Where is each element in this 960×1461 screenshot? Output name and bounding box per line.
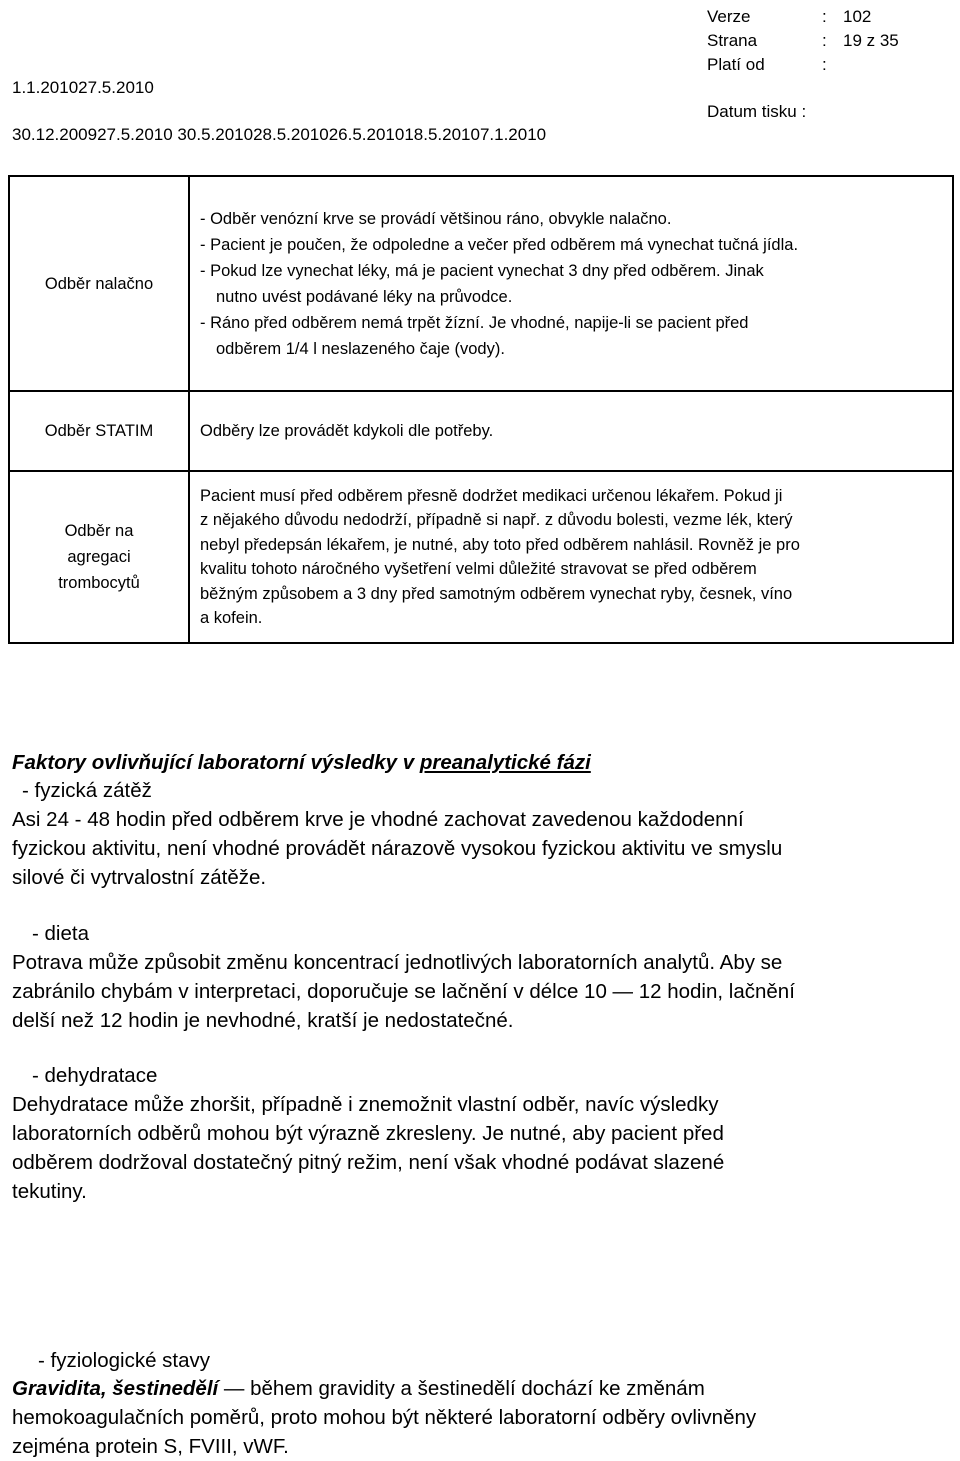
row-content-platelet-aggregation [189, 471, 953, 643]
diet-title: - dieta [32, 922, 89, 945]
page-value: 19 z 35 [843, 31, 899, 50]
dehydration-line-4: tekutiny. [12, 1180, 87, 1203]
row-label-fasting: Odběr nalačno [9, 176, 189, 391]
version-colon: : [822, 7, 827, 26]
page-row [707, 31, 947, 53]
aggregation-line-3: nebyl předepsán lékařem, je nutné, aby toto před odběrem nahlásil. Rovněž je pro [200, 535, 800, 554]
heading-text-2: preanalytické fázi [419, 751, 591, 774]
aggregation-label-line-2: agregaci [67, 548, 131, 566]
aggregation-line-6: a kofein. [200, 609, 263, 627]
physical-line-2: fyzickou aktivitu, není vhodné provádět nárazově vysokou fyzickou aktivitu ve smyslu [12, 837, 783, 860]
row-content-statim [189, 391, 953, 471]
valid-from-label: Platí od [707, 55, 765, 74]
diet-line-2: zabránilo chybám v interpretaci, doporučuje se lačnění v délce 10 — 12 hodin, lačnění [12, 980, 795, 1003]
version-row [707, 7, 947, 29]
sampling-table [8, 175, 954, 644]
table-row-statim [9, 391, 953, 471]
heading-text-1: Faktory ovlivňující laboratorní výsledky v [12, 751, 420, 774]
statim-line-1: Odběry lze provádět kdykoli dle potřeby. [200, 422, 494, 440]
physiological-line-1-rest: — během gravidity a šestinedělí dochází ke změnám [218, 1377, 705, 1400]
physiological-paragraph [12, 1374, 756, 1461]
physiological-line-1 [12, 1374, 756, 1403]
header-date-line-2: 30.12.200927.5.2010 30.5.201028.5.201026.5.201018.5.20107.1.2010 [12, 125, 547, 144]
row-label-statim: Odběr STATIM [9, 391, 189, 471]
dehydration-line-2: laboratorních odběrů mohou být výrazně zkresleny. Je nutné, aby pacient před [12, 1122, 724, 1145]
physical-line-3: silové či vytrvalostní zátěže. [12, 866, 267, 889]
page-label: Strana [707, 31, 758, 50]
aggregation-line-1: Pacient musí před odběrem přesně dodržet medikaci určenou lékařem. Pokud ji [200, 486, 783, 505]
version-label: Verze [707, 7, 751, 26]
aggregation-label-line-3: trombocytů [58, 574, 140, 592]
physical-title: - fyzická zátěž [22, 779, 152, 802]
diet-line-1: Potrava může způsobit změnu koncentrací jednotlivých laboratorních analytů. Aby se [12, 951, 783, 974]
physiological-line-2: hemokoagulačních poměrů, proto mohou být některé laboratorní odběry ovlivněny [12, 1406, 757, 1429]
dehydration-line-1: Dehydratace může zhoršit, případně i znemožnit vlastní odběr, navíc výsledky [12, 1093, 719, 1116]
diet-paragraph [12, 948, 795, 1035]
row-content-fasting [189, 176, 953, 391]
physical-paragraph [12, 805, 782, 892]
dehydration-line-3: odběrem dodržoval dostatečný pitný režim, není však vhodné podávat slazené [12, 1151, 725, 1174]
physiological-line-3: zejména protein S, FVIII, vWF. [12, 1435, 289, 1458]
table-row-platelet-aggregation [9, 471, 953, 643]
version-value: 102 [843, 7, 872, 26]
fasting-line-5: - Ráno před odběrem nemá trpět žízní. Je vhodné, napije-li se pacient před [200, 313, 749, 332]
fasting-line-2: - Pacient je poučen, že odpoledne a večer před odběrem má vynechat tučná jídla. [200, 235, 799, 254]
print-date-label: Datum tisku : [707, 102, 807, 121]
dehydration-paragraph [12, 1090, 724, 1206]
section-heading [12, 748, 591, 777]
aggregation-label-line-1: Odběr na [64, 522, 134, 540]
fasting-line-1: - Odběr venózní krve se provádí většinou ráno, obvykle nalačno. [200, 209, 672, 228]
page-colon: : [822, 31, 827, 50]
aggregation-line-4: kvalitu tohoto náročného vyšetření velmi důležité stravovat se před odběrem [200, 560, 757, 578]
physiological-title: - fyziologické stavy [38, 1349, 211, 1372]
row-label-platelet-aggregation [9, 471, 189, 643]
fasting-line-4: nutno uvést podávané léky na průvodce. [216, 287, 513, 306]
table-row-fasting [9, 176, 953, 391]
fasting-line-6: odběrem 1/4 l neslazeného čaje (vody). [216, 339, 505, 358]
aggregation-line-5: běžným způsobem a 3 dny před samotným odběrem vynechat ryby, česnek, víno [200, 584, 793, 603]
valid-from-row [707, 55, 947, 77]
valid-from-colon: : [822, 55, 827, 74]
physical-line-1: Asi 24 - 48 hodin před odběrem krve je vhodné zachovat zavedenou každodenní [12, 808, 744, 831]
dehydration-title: - dehydratace [32, 1064, 158, 1087]
header-date-line-1: 1.1.201027.5.2010 [12, 78, 154, 97]
diet-line-3: delší než 12 hodin je nevhodné, kratší je nedostatečné. [12, 1009, 514, 1032]
physiological-bold-lead: Gravidita, šestinedělí [12, 1377, 219, 1400]
aggregation-line-2: z nějakého důvodu nedodrží, případně si např. z důvodu bolesti, vezme lék, který [200, 511, 793, 529]
fasting-line-3: - Pokud lze vynechat léky, má je pacient vynechat 3 dny před odběrem. Jinak [200, 261, 764, 280]
